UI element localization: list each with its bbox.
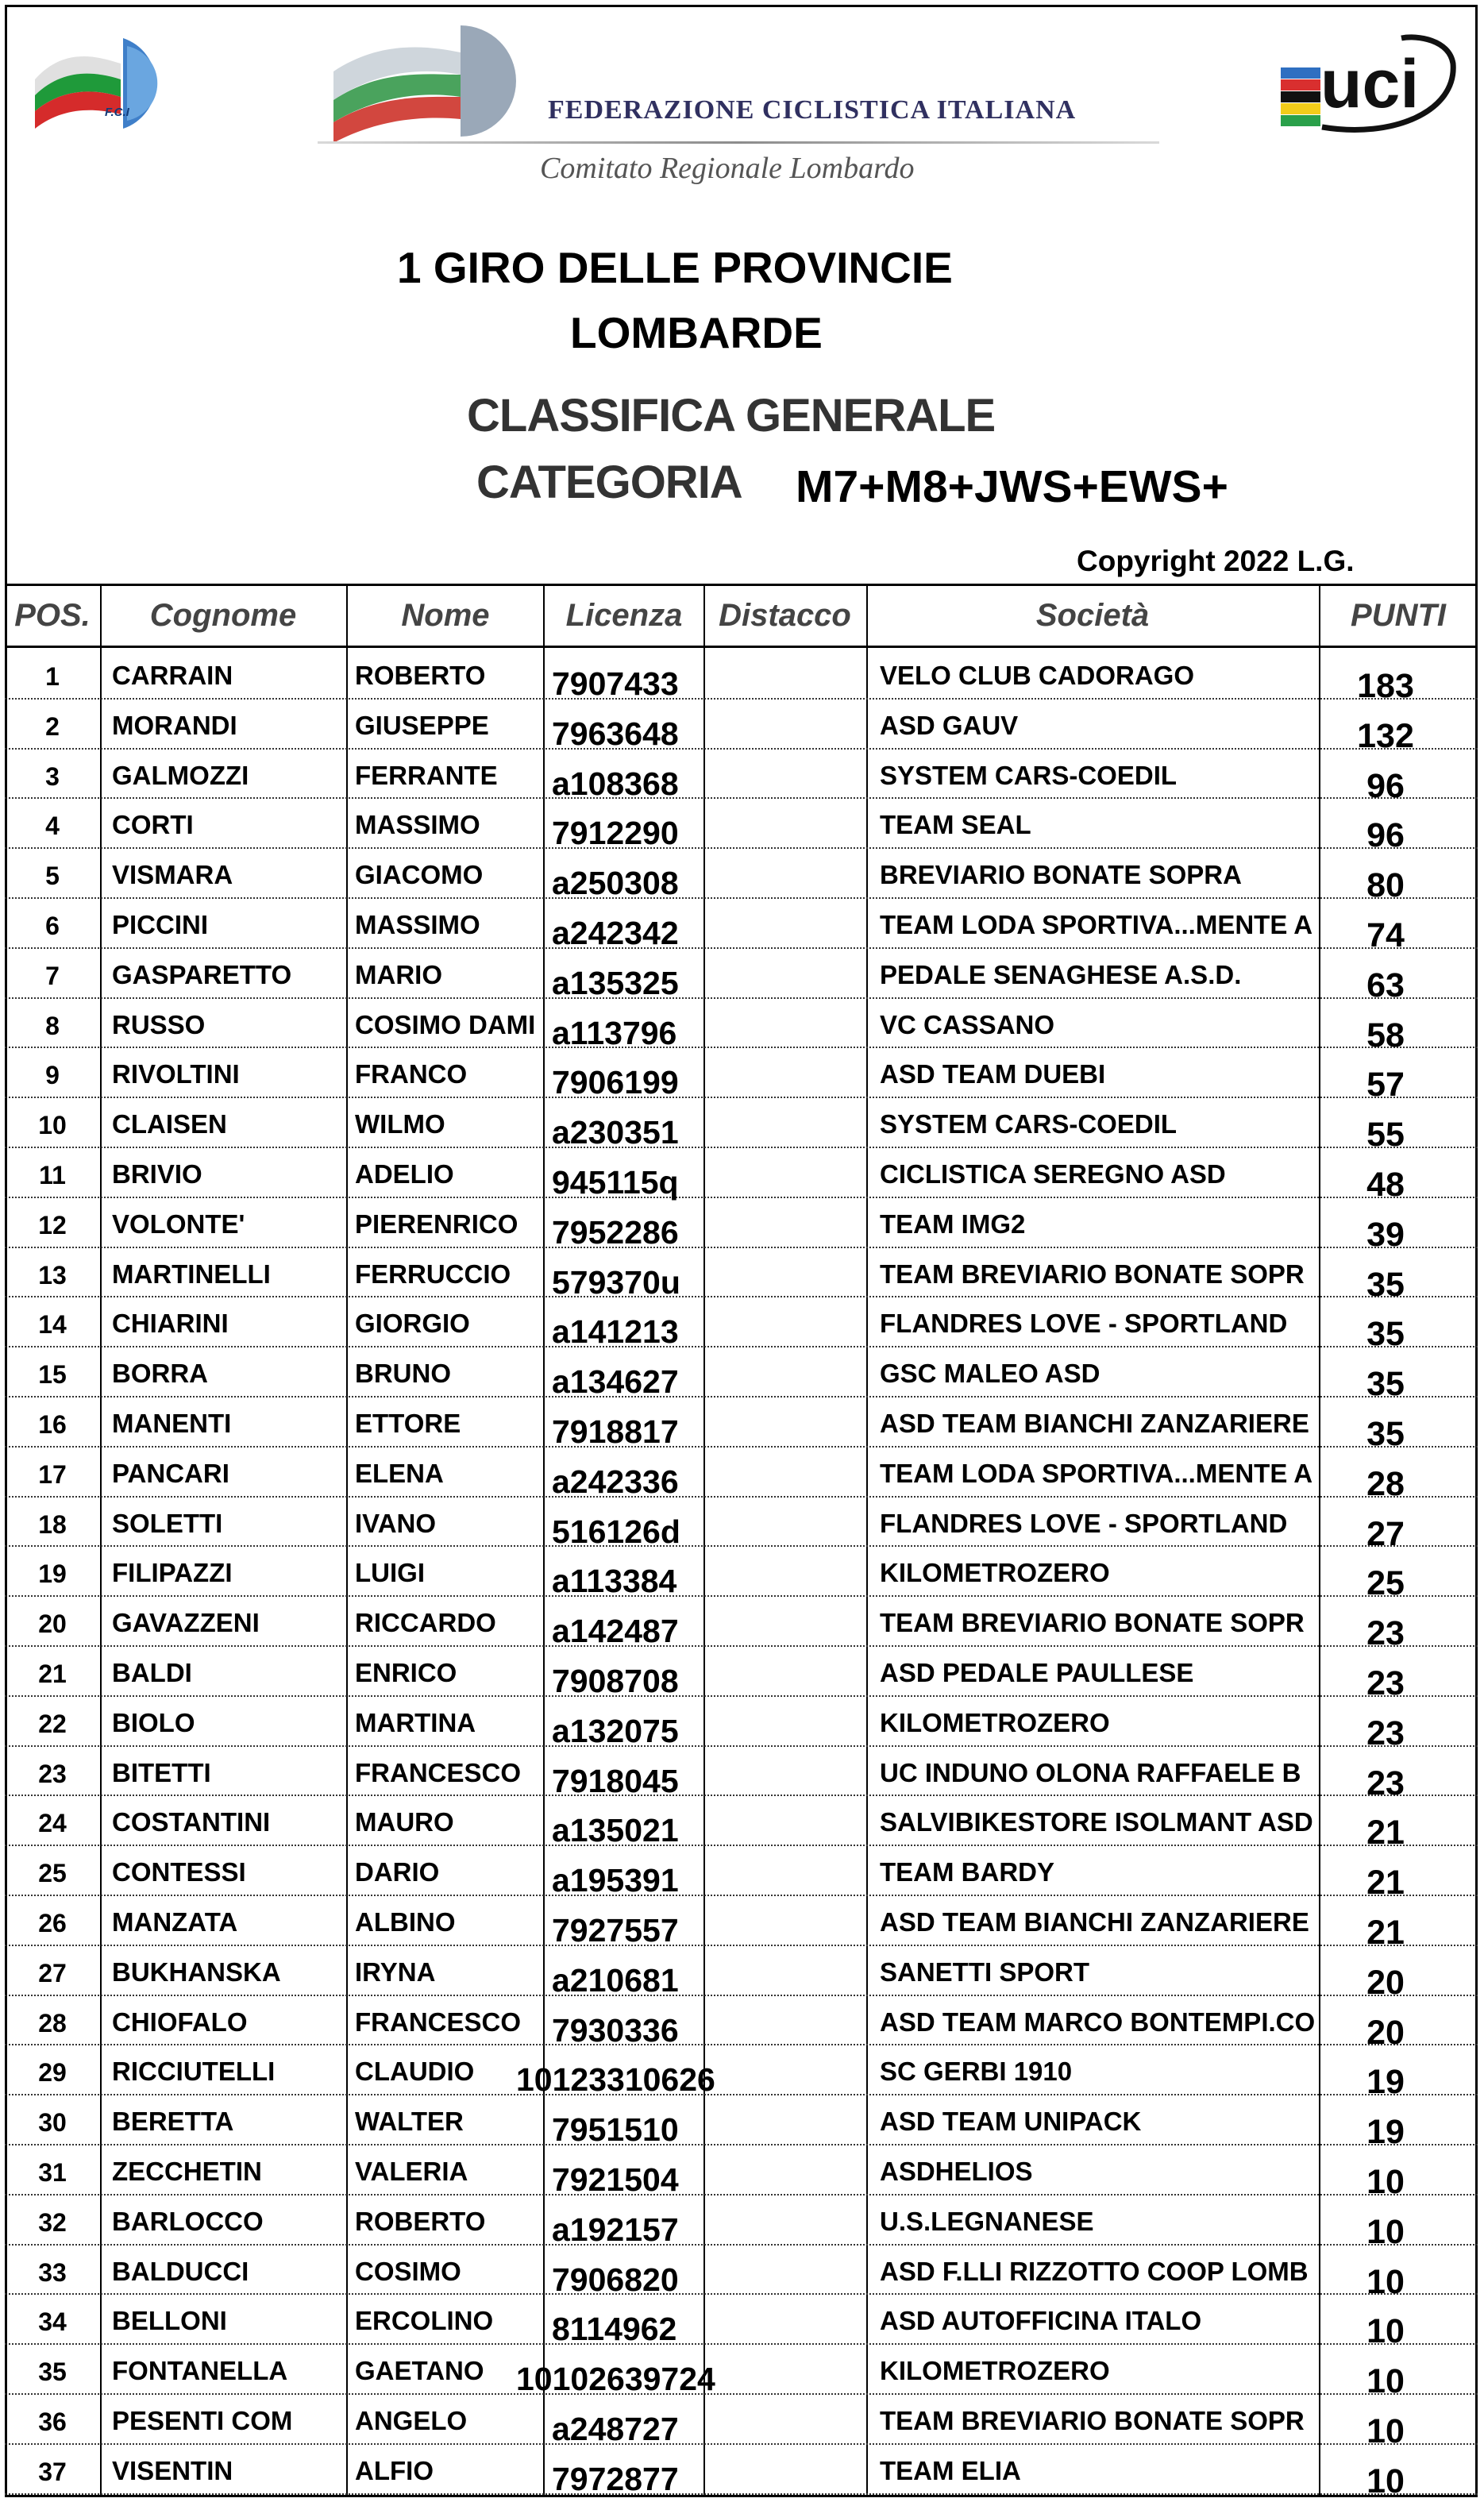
license-cell: a113796 (552, 1014, 677, 1051)
table-row (5, 2045, 1478, 2102)
license-cell: 7906820 (552, 2261, 679, 2298)
position-cell: 18 (38, 1509, 67, 1539)
column-header-pos: POS. (14, 598, 91, 633)
table-row (5, 1397, 1478, 1453)
position-cell: 24 (38, 1809, 67, 1838)
team-cell: ASD GAUV (880, 710, 1019, 740)
points-cell: 10 (1366, 2312, 1405, 2351)
points-cell: 19 (1366, 2113, 1405, 2152)
team-cell: U.S.LEGNANESE (880, 2206, 1094, 2236)
points-cell: 132 (1357, 716, 1414, 755)
first-name-cell: ALFIO (355, 2455, 434, 2485)
table-row (5, 1547, 1478, 1603)
position-cell: 29 (38, 2058, 67, 2088)
first-name-cell: ENRICO (355, 1658, 457, 1687)
team-cell: ASD TEAM MARCO BONTEMPI.CO (880, 2007, 1316, 2037)
points-cell: 183 (1357, 667, 1414, 705)
team-cell: KILOMETROZERO (880, 1707, 1110, 1737)
table-row (5, 2345, 1478, 2401)
position-cell: 4 (45, 812, 60, 841)
table-row (5, 2395, 1478, 2450)
column-header-distacco: Distacco (719, 598, 851, 633)
table-row (5, 2095, 1478, 2152)
license-cell: 7972877 (552, 2460, 679, 2497)
team-cell: SYSTEM CARS-COEDIL (880, 1109, 1178, 1139)
points-cell: 35 (1366, 1415, 1405, 1453)
surname-cell: VISMARA (112, 860, 233, 890)
position-cell: 26 (38, 1909, 67, 1937)
team-cell: UC INDUNO OLONA RAFFAELE B (880, 1757, 1301, 1787)
table-row (5, 700, 1478, 755)
first-name-cell: LUIGI (355, 1558, 425, 1588)
team-cell: TEAM BREVIARIO BONATE SOPR (880, 2406, 1305, 2435)
surname-cell: PESENTI COM (112, 2406, 293, 2435)
surname-cell: CONTESSI (112, 1857, 246, 1887)
table-row (5, 1697, 1478, 1752)
position-cell: 35 (38, 2357, 67, 2387)
points-cell: 21 (1366, 1914, 1405, 1952)
position-cell: 25 (38, 1859, 67, 1888)
federation-name: FEDERAZIONE CICLISTICA ITALIANA (548, 95, 1077, 125)
license-cell: a210681 (552, 1961, 679, 1999)
table-row (5, 2445, 1478, 2500)
points-cell: 10 (1366, 2212, 1405, 2251)
position-cell: 11 (39, 1161, 66, 1189)
surname-cell: RICCIUTELLI (112, 2057, 276, 2087)
points-cell: 35 (1366, 1365, 1405, 1404)
first-name-cell: ALBINO (355, 1907, 456, 1937)
license-cell: a192157 (552, 2211, 679, 2248)
team-cell: ASDHELIOS (880, 2157, 1033, 2186)
surname-cell: FILIPAZZI (112, 1558, 233, 1588)
first-name-cell: ADELIO (355, 1159, 454, 1189)
team-cell: SC GERBI 1910 (880, 2057, 1073, 2087)
surname-cell: FONTANELLA (112, 2356, 288, 2386)
header-bottom-rule (5, 646, 1478, 648)
license-cell: 10102639724 (516, 2361, 715, 2398)
position-cell: 9 (45, 1061, 60, 1090)
surname-cell: BERETTA (112, 2107, 234, 2137)
table-row (5, 799, 1478, 855)
team-cell: SALVIBIKESTORE ISOLMANT ASD (880, 1807, 1313, 1837)
points-cell: 25 (1366, 1564, 1405, 1603)
position-cell: 16 (38, 1410, 67, 1439)
table-row (5, 949, 1478, 1004)
position-cell: 34 (38, 2307, 67, 2337)
first-name-cell: FRANCO (355, 1059, 468, 1089)
position-cell: 8 (45, 1011, 60, 1040)
surname-cell: BARLOCCO (112, 2206, 264, 2236)
table-row (5, 849, 1478, 905)
points-cell: 57 (1366, 1066, 1405, 1105)
table-row (5, 1946, 1478, 2002)
points-cell: 19 (1366, 2063, 1405, 2102)
surname-cell: CLAISEN (112, 1109, 227, 1139)
surname-cell: BIOLO (112, 1707, 195, 1737)
points-cell: 55 (1366, 1116, 1405, 1155)
points-cell: 23 (1366, 1714, 1405, 1752)
table-row (5, 650, 1478, 705)
surname-cell: GAVAZZENI (112, 1608, 260, 1638)
fci-logo-text: F.C.I (105, 106, 129, 119)
position-cell: 3 (45, 761, 60, 791)
table-row (5, 2246, 1478, 2301)
team-cell: GSC MALEO ASD (880, 1359, 1100, 1389)
table-row (5, 1198, 1478, 1254)
table-row (5, 1248, 1478, 1304)
license-cell: a195391 (552, 1862, 679, 1899)
position-cell: 10 (38, 1111, 67, 1140)
position-cell: 30 (38, 2108, 67, 2138)
points-cell: 20 (1366, 2013, 1405, 2052)
first-name-cell: WALTER (355, 2107, 464, 2137)
first-name-cell: FERRANTE (355, 760, 498, 790)
license-cell: a242336 (552, 1463, 679, 1500)
first-name-cell: ROBERTO (355, 2206, 486, 2236)
first-name-cell: GIORGIO (355, 1309, 470, 1339)
first-name-cell: WILMO (355, 1109, 445, 1139)
uci-logo (1274, 32, 1465, 139)
license-cell: 7951510 (552, 2111, 679, 2149)
points-cell: 23 (1366, 1614, 1405, 1653)
surname-cell: BALDUCCI (112, 2256, 249, 2286)
first-name-cell: DARIO (355, 1857, 440, 1887)
license-cell: a142487 (552, 1613, 679, 1650)
position-cell: 7 (45, 961, 60, 990)
column-header-punti: PUNTI (1351, 598, 1446, 633)
team-cell: VC CASSANO (880, 1009, 1055, 1039)
team-cell: ASD TEAM DUEBI (880, 1059, 1106, 1089)
points-cell: 21 (1366, 1814, 1405, 1852)
first-name-cell: IRYNA (355, 1956, 436, 1987)
surname-cell: PANCARI (112, 1458, 229, 1488)
copyright-note: Copyright 2022 L.G. (1077, 545, 1355, 577)
table-row (5, 1148, 1478, 1204)
position-cell: 1 (45, 662, 60, 691)
first-name-cell: FERRUCCIO (355, 1259, 511, 1289)
license-cell: 7908708 (552, 1663, 679, 1699)
first-name-cell: GIACOMO (355, 860, 484, 890)
team-cell: TEAM SEAL (880, 810, 1031, 840)
position-cell: 6 (45, 912, 60, 940)
points-cell: 21 (1366, 1864, 1405, 1903)
team-cell: VELO CLUB CADORAGO (880, 661, 1194, 690)
license-cell: 7952286 (552, 1213, 679, 1251)
points-cell: 10 (1366, 2362, 1405, 2401)
team-cell: BREVIARIO BONATE SOPRA (880, 860, 1242, 890)
position-cell: 27 (38, 1958, 67, 1987)
team-cell: FLANDRES LOVE - SPORTLAND (880, 1309, 1288, 1339)
first-name-cell: RICCARDO (355, 1608, 496, 1638)
team-cell: TEAM IMG2 (880, 1209, 1026, 1239)
position-cell: 20 (38, 1610, 67, 1639)
team-cell: TEAM LODA SPORTIVA...MENTE A (880, 1458, 1313, 1488)
position-cell: 19 (38, 1559, 67, 1589)
license-cell: a132075 (552, 1712, 679, 1749)
position-cell: 12 (38, 1210, 67, 1239)
points-cell: 10 (1366, 2462, 1405, 2500)
team-cell: CICLISTICA SEREGNO ASD (880, 1159, 1226, 1189)
position-cell: 13 (38, 1260, 67, 1290)
license-cell: a250308 (552, 865, 679, 902)
license-cell: a135021 (552, 1812, 679, 1849)
column-header-licenza: Licenza (565, 598, 683, 633)
category-label: CATEGORIA (476, 457, 742, 508)
surname-cell: ZECCHETIN (112, 2157, 262, 2186)
surname-cell: PICCINI (112, 910, 209, 939)
category-value: M7+M8+JWS+EWS+ (796, 461, 1228, 512)
team-cell: SYSTEM CARS-COEDIL (880, 760, 1178, 790)
position-cell: 2 (45, 711, 60, 741)
license-cell: 10123310626 (516, 2061, 715, 2099)
position-cell: 37 (38, 2457, 67, 2486)
team-cell: ASD AUTOFFICINA ITALO (880, 2306, 1202, 2336)
column-header-nome: Nome (401, 598, 490, 633)
position-cell: 32 (38, 2207, 67, 2237)
surname-cell: BRIVIO (112, 1159, 202, 1189)
fci-logo (32, 32, 206, 135)
table-row (5, 1796, 1478, 1852)
table-header (5, 586, 1478, 645)
surname-cell: BUKHANSKA (112, 1956, 281, 1987)
first-name-cell: PIERENRICO (355, 1209, 518, 1239)
table-row (5, 899, 1478, 954)
points-cell: 28 (1366, 1464, 1405, 1503)
team-cell: ASD PEDALE PAULLESE (880, 1658, 1194, 1687)
surname-cell: COSTANTINI (112, 1807, 271, 1837)
team-cell: ASD TEAM BIANCHI ZANZARIERE (880, 1907, 1309, 1937)
points-cell: 10 (1366, 2262, 1405, 2301)
table-row (5, 1098, 1478, 1155)
table-row (5, 1597, 1478, 1653)
license-cell: a134627 (552, 1363, 679, 1401)
first-name-cell: FRANCESCO (355, 1757, 522, 1787)
surname-cell: CHIOFALO (112, 2007, 248, 2037)
points-cell: 74 (1366, 916, 1405, 954)
table-row (5, 1498, 1478, 1553)
position-cell: 5 (45, 862, 60, 891)
points-cell: 10 (1366, 2412, 1405, 2450)
points-cell: 96 (1366, 816, 1405, 855)
points-cell: 10 (1366, 2163, 1405, 2201)
first-name-cell: MASSIMO (355, 810, 480, 840)
surname-cell: MORANDI (112, 710, 237, 740)
federation-emblem (318, 24, 1159, 151)
team-cell: KILOMETROZERO (880, 2356, 1110, 2386)
license-cell: 7921504 (552, 2161, 679, 2198)
points-cell: 35 (1366, 1265, 1405, 1304)
federation-rule (318, 141, 1159, 144)
position-cell: 14 (38, 1310, 67, 1340)
surname-cell: RUSSO (112, 1009, 206, 1039)
first-name-cell: ELENA (355, 1458, 444, 1488)
license-cell: a108368 (552, 765, 679, 802)
first-name-cell: ERCOLINO (355, 2306, 494, 2336)
points-cell: 39 (1366, 1215, 1405, 1254)
position-cell: 17 (38, 1459, 67, 1489)
position-cell: 22 (38, 1709, 67, 1738)
title-line-1: 1 GIRO DELLE PROVINCIE (397, 243, 953, 292)
license-cell: 7927557 (552, 1912, 679, 1949)
team-cell: TEAM ELIA (880, 2455, 1021, 2485)
team-cell: TEAM BREVIARIO BONATE SOPR (880, 1259, 1305, 1289)
column-header-societa: Società (1035, 598, 1150, 633)
team-cell: PEDALE SENAGHESE A.S.D. (880, 959, 1242, 989)
first-name-cell: MASSIMO (355, 910, 480, 939)
surname-cell: MANENTI (112, 1409, 232, 1438)
table-row (5, 1996, 1478, 2052)
first-name-cell: CLAUDIO (355, 2057, 475, 2087)
license-cell: 7918045 (552, 1762, 679, 1799)
first-name-cell: COSIMO (355, 2256, 461, 2286)
points-cell: 20 (1366, 1963, 1405, 2002)
table-row (5, 2145, 1478, 2201)
team-cell: TEAM BARDY (880, 1857, 1054, 1887)
surname-cell: MANZATA (112, 1907, 238, 1937)
table-row (5, 750, 1478, 805)
points-cell: 80 (1366, 866, 1405, 905)
team-cell: ASD TEAM UNIPACK (880, 2107, 1142, 2137)
license-cell: a248727 (552, 2411, 679, 2447)
surname-cell: GASPARETTO (112, 959, 292, 989)
license-cell: 8114962 (552, 2311, 677, 2348)
surname-cell: BELLONI (112, 2306, 227, 2336)
column-header-cognome: Cognome (149, 598, 297, 633)
committee-name: Comitato Regionale Lombardo (540, 152, 915, 185)
surname-cell: BITETTI (112, 1757, 211, 1787)
points-cell: 58 (1366, 1016, 1405, 1054)
team-cell: SANETTI SPORT (880, 1956, 1090, 1987)
points-cell: 35 (1366, 1315, 1405, 1354)
first-name-cell: IVANO (355, 1508, 437, 1538)
first-name-cell: MARIO (355, 959, 442, 989)
team-cell: TEAM BREVIARIO BONATE SOPR (880, 1608, 1305, 1638)
table-row (5, 1647, 1478, 1702)
uci-logo-text: uci (1320, 46, 1420, 122)
surname-cell: VOLONTE' (112, 1209, 245, 1239)
surname-cell: MARTINELLI (112, 1259, 271, 1289)
table-row (5, 1747, 1478, 1802)
first-name-cell: COSIMO DAMI (355, 1009, 536, 1039)
points-cell: 63 (1366, 966, 1405, 1004)
license-cell: 7907433 (552, 665, 679, 702)
license-cell: a141213 (552, 1313, 679, 1351)
license-cell: 7963648 (552, 715, 679, 752)
first-name-cell: GAETANO (355, 2356, 484, 2386)
license-cell: 7912290 (552, 815, 679, 852)
license-cell: 7918817 (552, 1413, 679, 1450)
position-cell: 28 (38, 2008, 67, 2037)
table-row (5, 1347, 1478, 1404)
table-row (5, 1448, 1478, 1503)
title-line-2: LOMBARDE (570, 308, 823, 357)
table-row (5, 2295, 1478, 2351)
position-cell: 31 (38, 2158, 67, 2187)
license-cell: a230351 (552, 1114, 679, 1151)
table-row (5, 1048, 1478, 1105)
points-cell: 48 (1366, 1166, 1405, 1204)
license-cell: a135325 (552, 964, 679, 1001)
first-name-cell: FRANCESCO (355, 2007, 522, 2037)
table-row (5, 1896, 1478, 1952)
team-cell: TEAM LODA SPORTIVA...MENTE A (880, 910, 1313, 939)
surname-cell: BORRA (112, 1359, 208, 1389)
points-cell: 27 (1366, 1514, 1405, 1553)
license-cell: 7906199 (552, 1064, 679, 1101)
table-row (5, 2196, 1478, 2251)
position-cell: 15 (38, 1360, 67, 1390)
table-row (5, 1846, 1478, 1903)
team-cell: KILOMETROZERO (880, 1558, 1110, 1588)
license-cell: 516126d (552, 1513, 680, 1550)
surname-cell: CHIARINI (112, 1309, 229, 1339)
table-row (5, 999, 1478, 1054)
surname-cell: BALDI (112, 1658, 192, 1687)
position-cell: 21 (38, 1660, 67, 1688)
license-cell: a113384 (552, 1563, 677, 1600)
license-cell: a242342 (552, 915, 679, 951)
points-cell: 23 (1366, 1664, 1405, 1702)
surname-cell: VISENTIN (112, 2455, 233, 2485)
first-name-cell: GIUSEPPE (355, 710, 489, 740)
position-cell: 33 (38, 2257, 67, 2287)
surname-cell: CARRAIN (112, 661, 233, 690)
license-cell: 7930336 (552, 2011, 679, 2049)
surname-cell: CORTI (112, 810, 194, 840)
surname-cell: RIVOLTINI (112, 1059, 240, 1089)
team-cell: ASD F.LLI RIZZOTTO COOP LOMB (880, 2256, 1309, 2286)
license-cell: 579370u (552, 1263, 680, 1301)
first-name-cell: ETTORE (355, 1409, 461, 1438)
points-cell: 96 (1366, 766, 1405, 805)
surname-cell: SOLETTI (112, 1508, 223, 1538)
first-name-cell: MARTINA (355, 1707, 476, 1737)
points-cell: 23 (1366, 1764, 1405, 1802)
surname-cell: GALMOZZI (112, 760, 249, 790)
first-name-cell: ANGELO (355, 2406, 468, 2435)
first-name-cell: VALERIA (355, 2157, 468, 2186)
team-cell: FLANDRES LOVE - SPORTLAND (880, 1508, 1288, 1538)
first-name-cell: ROBERTO (355, 661, 486, 690)
position-cell: 36 (38, 2408, 67, 2436)
first-name-cell: MAURO (355, 1807, 454, 1837)
team-cell: ASD TEAM BIANCHI ZANZARIERE (880, 1409, 1309, 1438)
classification-title: CLASSIFICA GENERALE (467, 390, 996, 441)
table-row (5, 1297, 1478, 1354)
license-cell: 945115q (552, 1164, 679, 1201)
first-name-cell: BRUNO (355, 1359, 451, 1389)
position-cell: 23 (38, 1759, 67, 1788)
